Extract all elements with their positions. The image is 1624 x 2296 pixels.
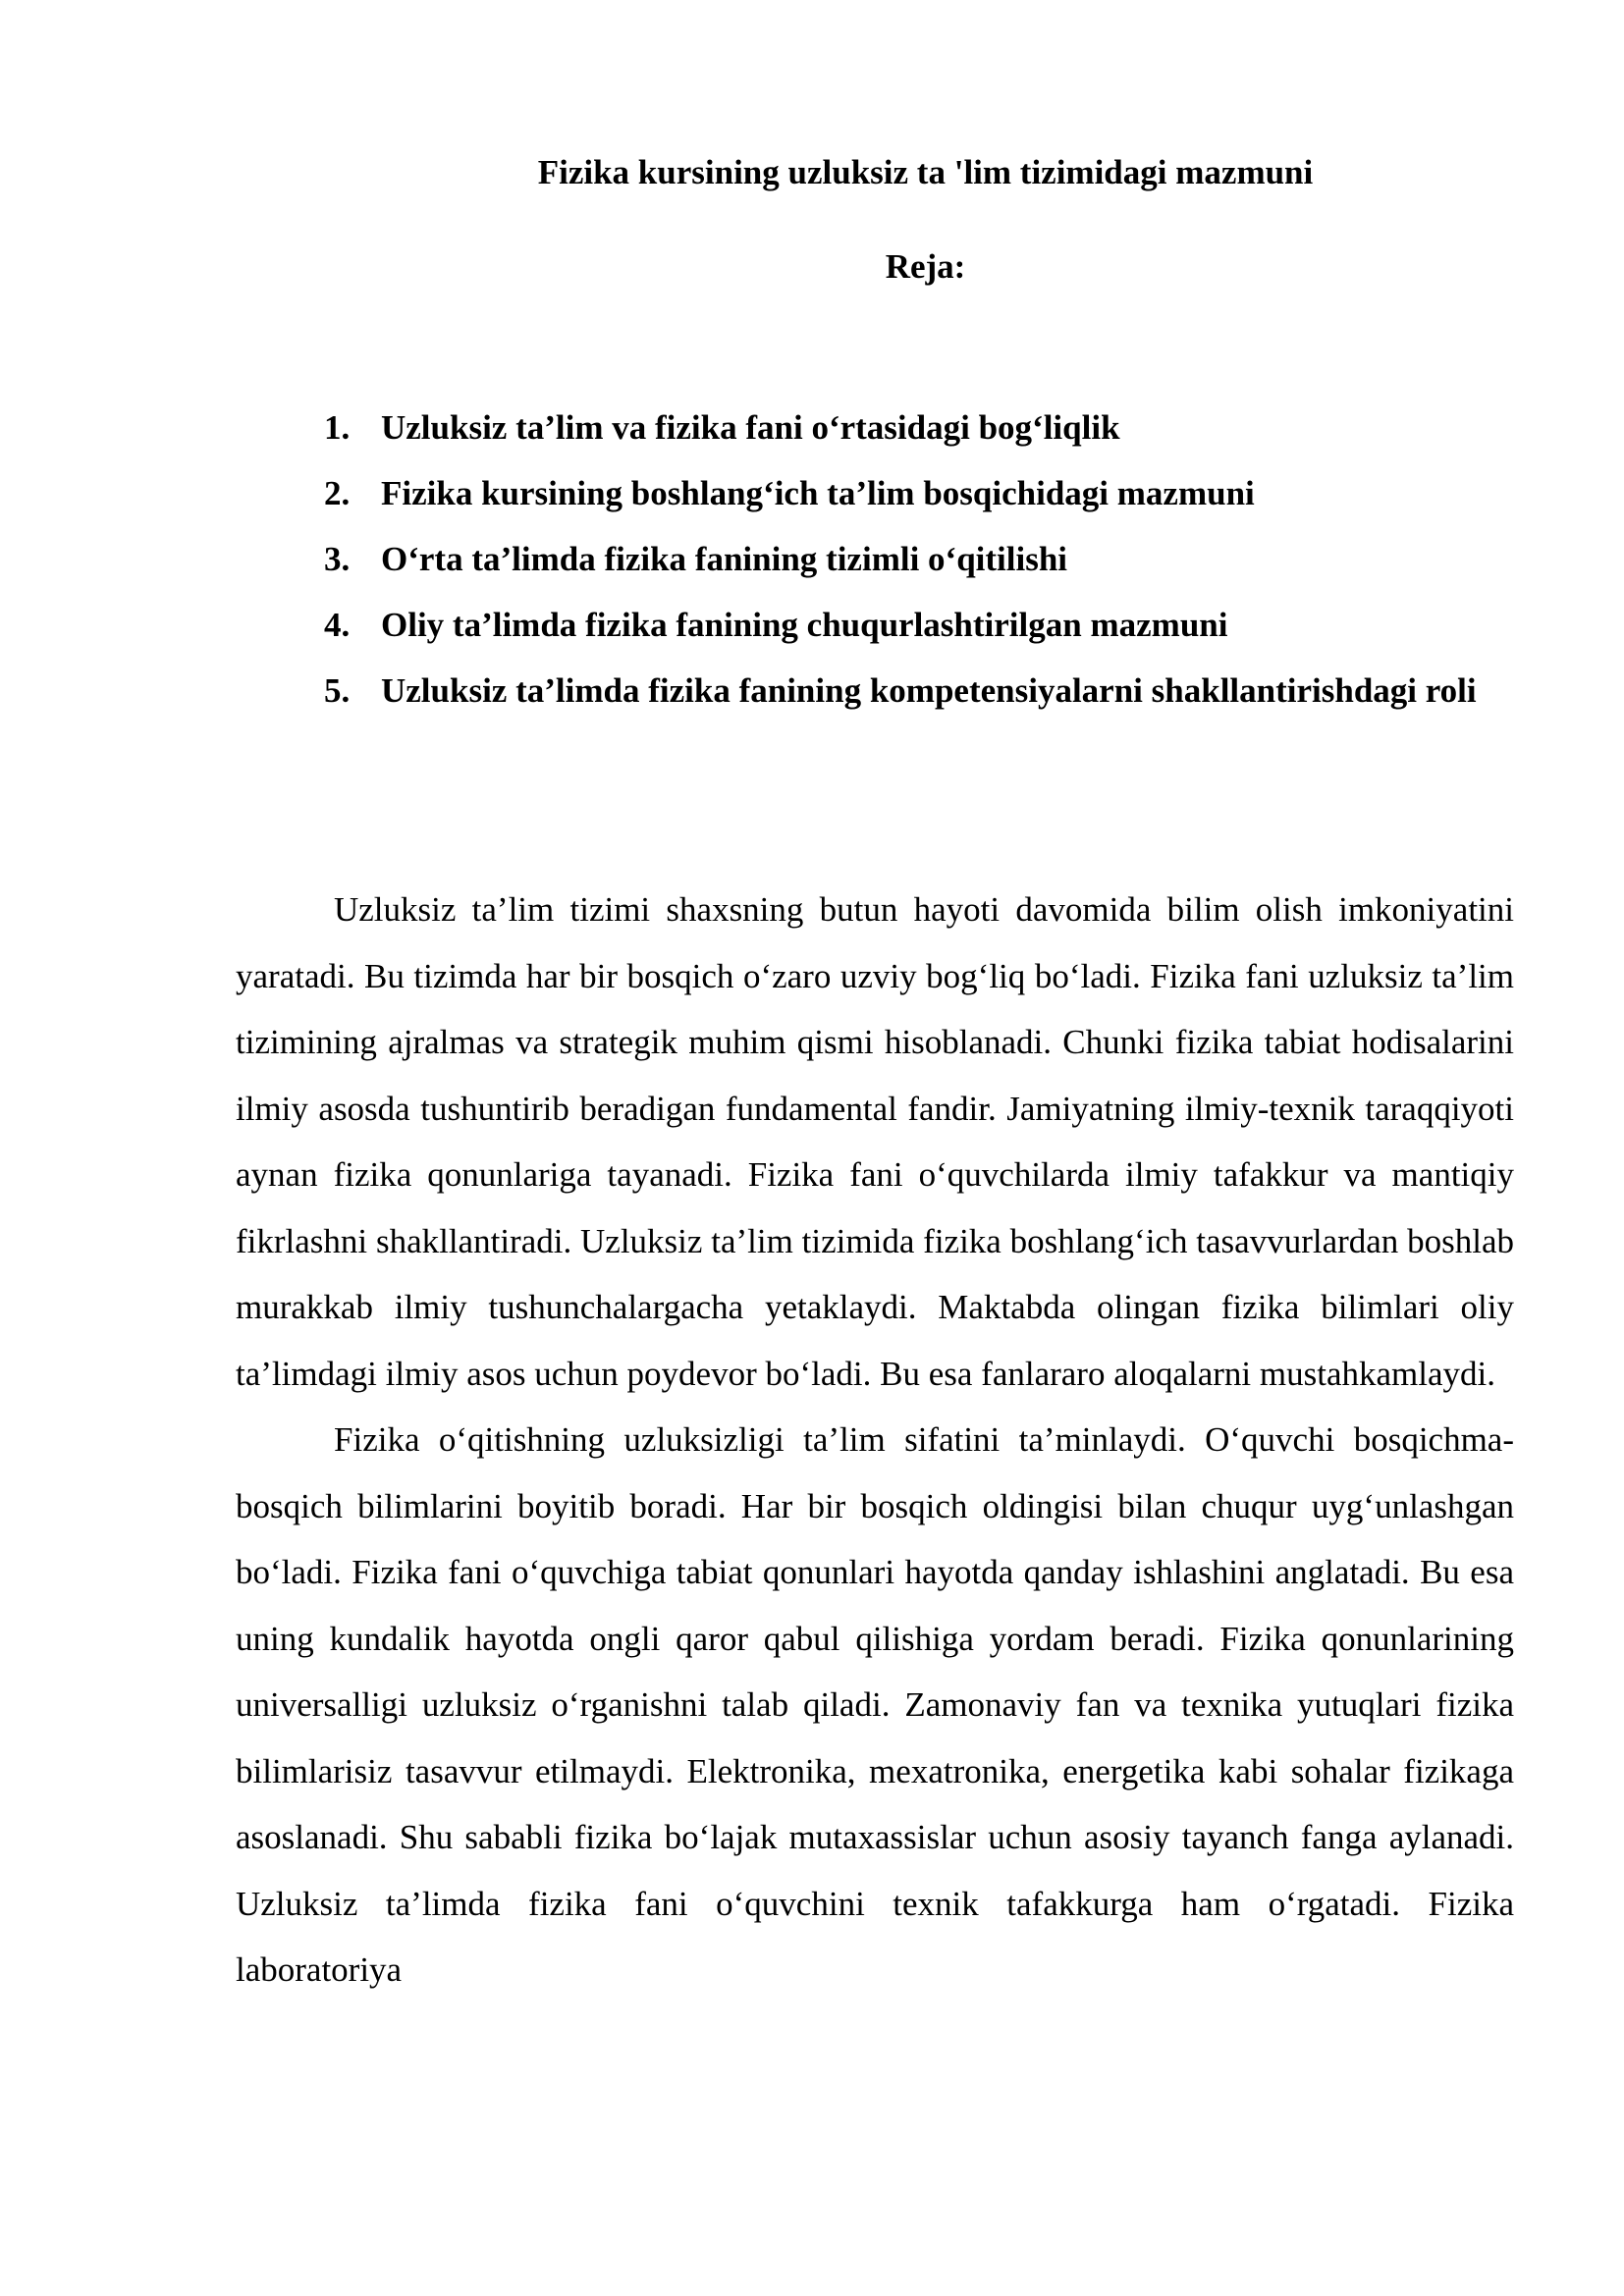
plan-list: [324, 395, 1514, 723]
plan-item: [324, 460, 1514, 526]
plan-item-text: O‘rta ta’limda fizika fanining tizimli o‘qitilishi: [381, 540, 1068, 578]
plan-item-text: Fizika kursining boshlang‘ich ta’lim bosqichidagi mazmuni: [381, 474, 1255, 512]
paragraph: Fizika o‘qitishning uzluksizligi ta’lim sifatini ta’minlaydi. O‘quvchi bosqichma-bosqich bilimlarini boyitib boradi. Har bir bosqich oldingisi bilan chuqur uyg‘unlashgan bo‘ladi. Fizika fani o‘quvchiga tabiat qonunlari hayotda qanday ishlashini anglatadi. Bu esa uning kundalik hayotda ongli qaror qabul qilishiga yordam beradi. Fizika qonunlarining universalligi uzluksiz o‘rganishni talab qiladi. Zamonaviy fan va texnika yutuqlari fizika bilimlarisiz tasavvur etilmaydi. Elektronika, mexatronika, energetika kabi sohalar fizikaga asoslanadi. Shu sababli fizika bo‘lajak mutaxassislar uchun asosiy tayanch fanga aylanadi. Uzluksiz ta’limda fizika fani o‘quvchini texnik tafakkurga ham o‘rgatadi. Fizika laboratoriya: [236, 1420, 1514, 1989]
plan-item-text: Uzluksiz ta’limda fizika fanining kompetensiyalarni shakllantirishdagi roli: [381, 671, 1477, 710]
plan-item: [324, 395, 1514, 460]
body-text: [236, 877, 1514, 2003]
plan-item-number: 2.: [324, 474, 351, 512]
plan-item: [324, 592, 1514, 658]
plan-heading: Reja:: [885, 247, 966, 286]
plan-item-number: 3.: [324, 540, 351, 578]
paragraph: Uzluksiz ta’lim tizimi shaxsning butun hayoti davomida bilim olish imkoniyatini yaratadi. Bu tizimda har bir bosqich o‘zaro uzviy bog‘liq bo‘ladi. Fizika fani uzluksiz ta’lim tizimining ajralmas va strategik muhim qismi hisoblanadi. Chunki fizika tabiat hodisalarini ilmiy asosda tushuntirib beradigan fundamental fandir. Jamiyatning ilmiy-texnik taraqqiyoti aynan fizika qonunlariga tayanadi. Fizika fani o‘quvchilarda ilmiy tafakkur va mantiqiy fikrlashni shakllantiradi. Uzluksiz ta’lim tizimida fizika boshlang‘ich tasavvurlardan boshlab murakkab ilmiy tushunchalargacha yetaklaydi. Maktabda olingan fizika bilimlari oliy ta’limdagi ilmiy asos uchun poydevor bo‘ladi. Bu esa fanlararo aloqalarni mustahkamlaydi.: [236, 890, 1514, 1393]
plan-item-number: 5.: [324, 671, 351, 710]
plan-item-number: 1.: [324, 408, 351, 447]
plan-item-text: Uzluksiz ta’lim va fizika fani o‘rtasidagi bog‘liqlik: [381, 408, 1120, 447]
document-title: Fizika kursining uzluksiz ta 'lim tizimidagi mazmuni: [537, 153, 1314, 191]
plan-item: [324, 658, 1514, 723]
plan-item-number: 4.: [324, 606, 351, 644]
plan-item-text: Oliy ta’limda fizika fanining chuqurlashtirilgan mazmuni: [381, 606, 1228, 644]
plan-item: [324, 526, 1514, 592]
